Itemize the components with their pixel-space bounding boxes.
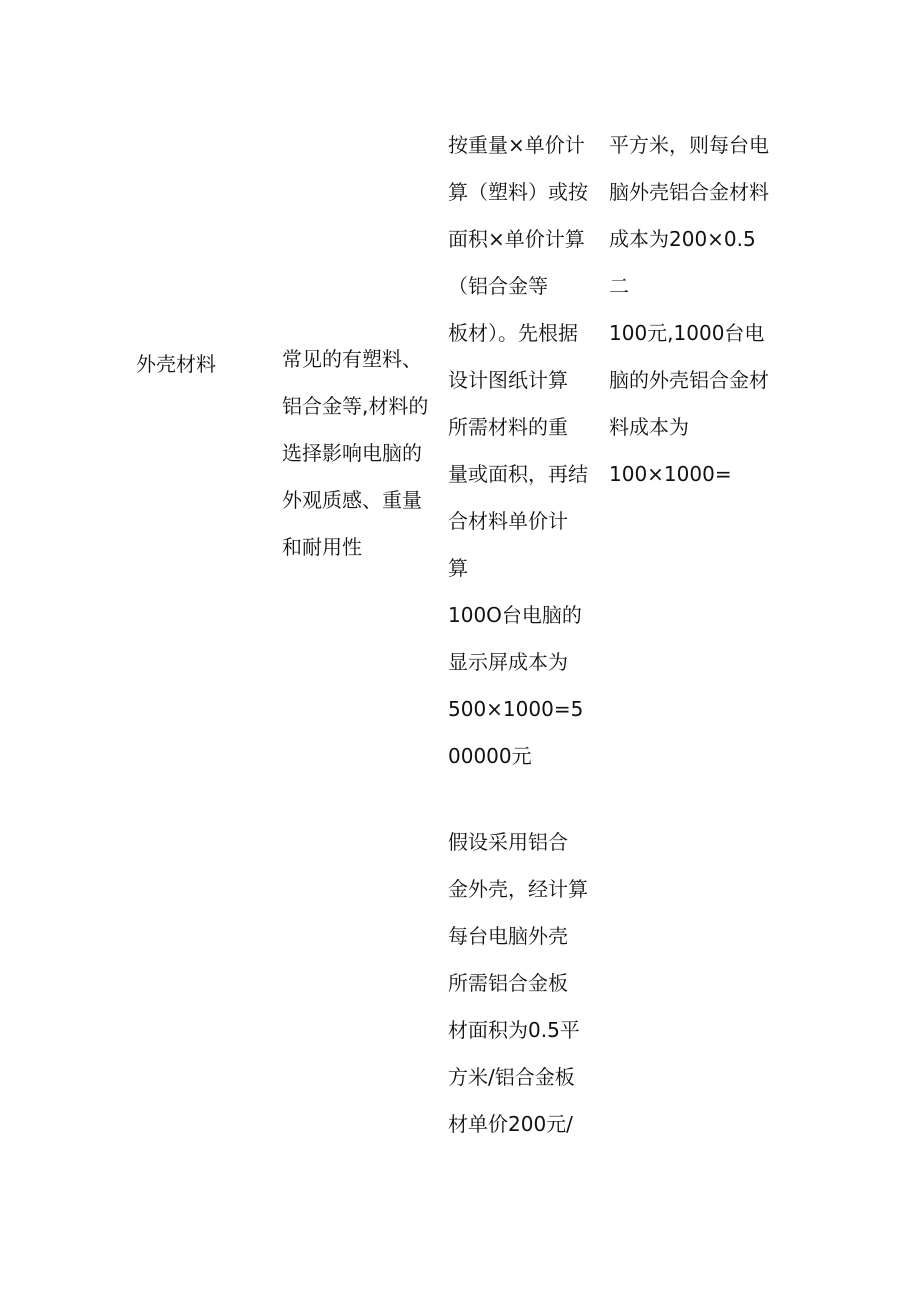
method-line: 设计图纸计算 (448, 368, 568, 392)
method-cell (448, 122, 608, 780)
method-line: 算 (448, 556, 468, 580)
description-line: 常见的有塑料、 (282, 347, 422, 371)
example-line: 所需铝合金板 (448, 971, 568, 995)
description-line: 和耐用性 (282, 535, 362, 559)
item-name-line: 外壳材料 (136, 352, 216, 376)
method-line: （铝合金等 (448, 274, 548, 298)
example-line: 每台电脑外壳 (448, 924, 568, 948)
result-cell (609, 122, 789, 498)
result-line: 100元,1000台电 (609, 321, 765, 345)
description-line: 选择影响电脑的 (282, 441, 422, 465)
method-line: 00000元 (448, 744, 532, 768)
result-line: 100×1000= (609, 462, 732, 486)
description-line: 铝合金等,材料的 (282, 394, 429, 418)
method-line: 显示屏成本为 (448, 650, 568, 674)
method-line: 面积×单价计算 (448, 227, 585, 251)
method-line: 算（塑料）或按 (448, 180, 588, 204)
result-line: 脑外壳铝合金材料 (609, 180, 769, 204)
item-name-cell (136, 341, 246, 388)
method-line: 100O台电脑的 (448, 603, 582, 627)
result-line: 成本为200×0.5 (609, 227, 756, 251)
result-line: 二 (609, 274, 629, 298)
method-line: 量或面积，再结 (448, 462, 588, 486)
method-line: 按重量×单价计 (448, 133, 585, 157)
example-cell (448, 819, 608, 1148)
example-line: 假设采用铝合 (448, 830, 568, 854)
example-line: 材单价200元/ (448, 1112, 573, 1136)
method-line: 板材）。先根据 (448, 321, 578, 345)
method-line: 500×1000=5 (448, 697, 584, 721)
result-line: 料成本为 (609, 415, 689, 439)
example-line: 方米/铝合金板 (448, 1065, 575, 1089)
description-cell (282, 336, 442, 571)
description-line: 外观质感、重量 (282, 488, 422, 512)
example-line: 材面积为0.5平 (448, 1018, 580, 1042)
method-line: 合材料单价计 (448, 509, 568, 533)
example-line: 金外壳，经计算 (448, 877, 588, 901)
result-line: 平方米，则每台电 (609, 133, 769, 157)
method-line: 所需材料的重 (448, 415, 568, 439)
result-line: 脑的外壳铝合金材 (609, 368, 769, 392)
